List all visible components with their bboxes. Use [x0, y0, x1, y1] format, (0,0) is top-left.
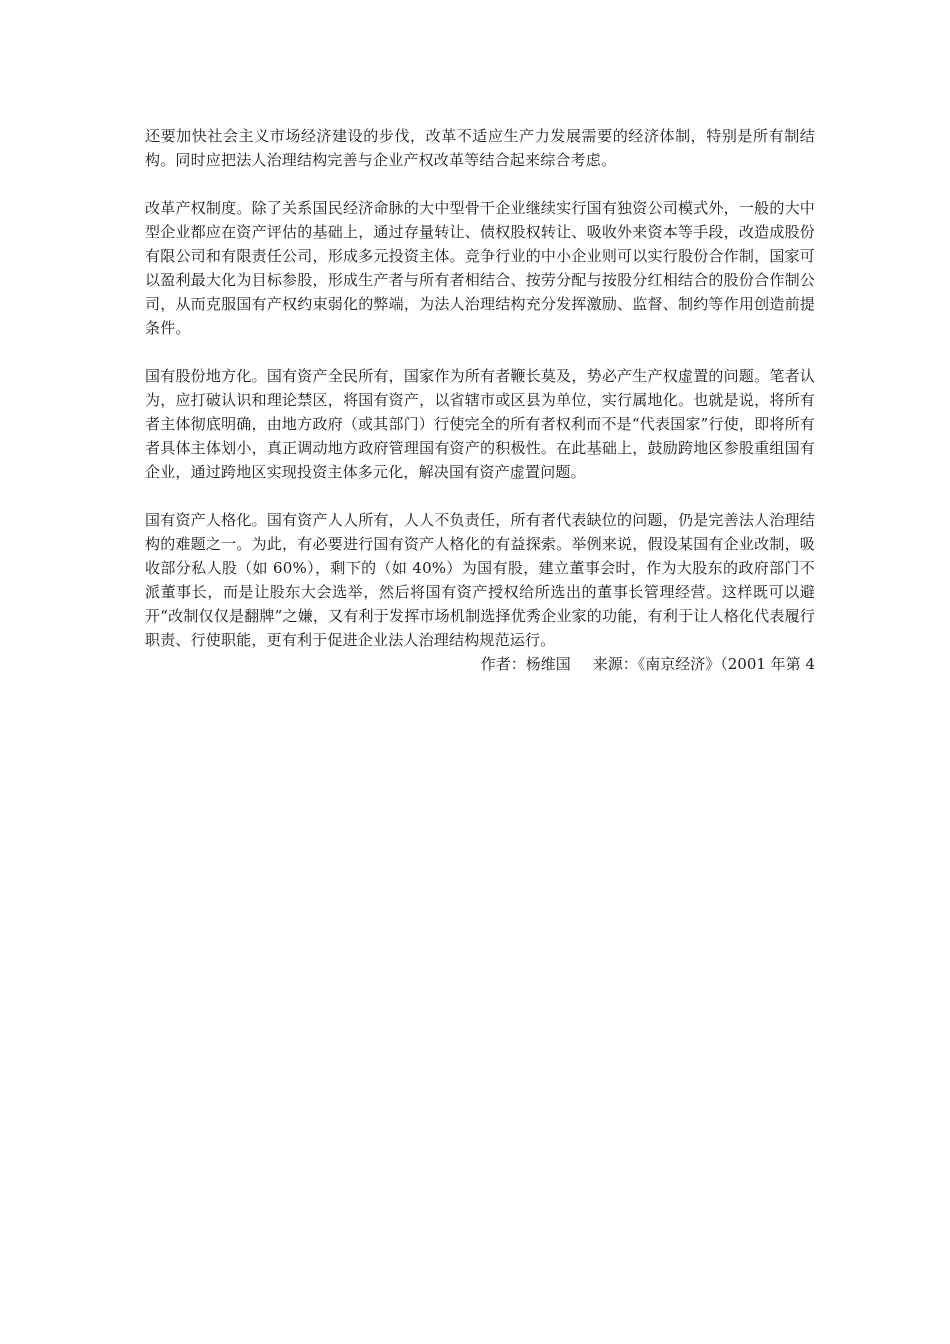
paragraph-lead-heading: 国有资产人格化。 [145, 511, 267, 529]
paragraph-personification [145, 508, 815, 652]
paragraph-property-reform [145, 196, 815, 340]
paragraph-localization [145, 364, 815, 484]
paragraph-text: 改革产权制度。除了关系国民经济命脉的大中型骨干企业继续实行国有独资公司模式外，一般的大中型企业都应在资产评估的基础上，通过存量转让、债权股权转让、吸收外来资本等手段，改造成股份有限公司和有限责任公司，形成多元投资主体。竞争行业的中小企业则可以实行股份合作制，国家可以盈利最大化为目标参股，形成生产者与所有者相结合、按劳分配与按股分红相结合的股份合作制公司，从而克服国有产权约束弱化的弊端，为法人治理结构充分发挥激励、监督、制约等作用创造前提条件。 [145, 199, 815, 337]
paragraph-text: 国有资产人人所有，人人不负责任，所有者代表缺位的问题，仍是完善法人治理结构的难题之一。为此，有必要进行国有资产人格化的有益探索。举例来说，假设某国有企业改制，吸收部分私人股（如 60%），剩下的（如 40%）为国有股，建立董事会时，作为大股东的政府部门不派董事长，而是让股东大会选举，然后将国有资产授权给所选出的董事长管理经营。这样既可以避开“改制仅仅是翻牌”之嫌，又有利于发挥市场机制选择优秀企业家的功能，有利于让人格化代表履行职责、行使职能，更有利于促进企业法人治理结构规范运行。 [145, 511, 815, 649]
paragraph-lead-heading: 国有股份地方化。 [145, 367, 267, 385]
paragraph-text: 还要加快社会主义市场经济建设的步伐，改革不适应生产力发展需要的经济体制，特别是所有制结构。同时应把法人治理结构完善与企业产权改革等结合起来综合考虑。 [145, 127, 815, 169]
article-body [145, 124, 815, 676]
byline-source: 来源：《南京经济》（2001 年第 4 [592, 655, 815, 673]
paragraph-text: 国有资产全民所有，国家作为所有者鞭长莫及，势必产生产权虚置的问题。笔者认为，应打破认识和理论禁区，将国有资产，以省辖市或区县为单位，实行属地化。也就是说，将所有者主体彻底明确，由地方政府（或其部门）行使完全的所有者权利而不是“代表国家”行使，即将所有者具体主体划小，真正调动地方政府管理国有资产的积极性。在此基础上，鼓励跨地区参股重组国有企业，通过跨地区实现投资主体多元化，解决国有资产虚置问题。 [145, 367, 815, 481]
paragraph-intro [145, 124, 815, 172]
byline [145, 652, 815, 676]
byline-author: 作者：杨维国 [480, 655, 571, 673]
